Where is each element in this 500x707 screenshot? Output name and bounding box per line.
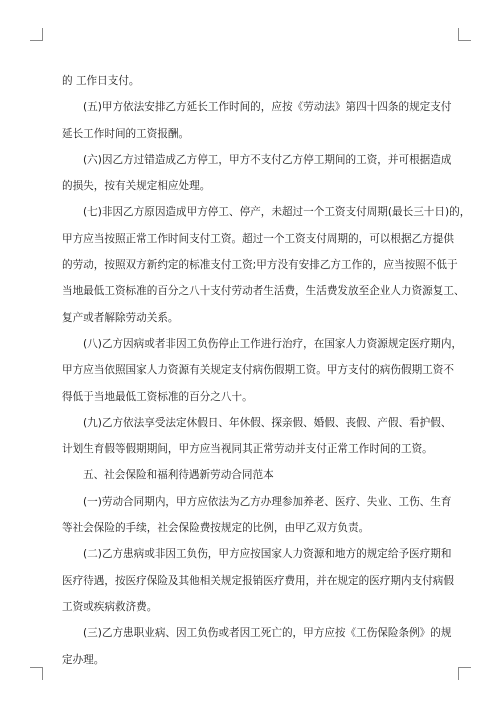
text-line: 医疗待遇，按医疗保险及其他相关规定报销医疗费用，并在规定的医疗期内支付病假 [62, 574, 454, 587]
text-line: (五)甲方依法安排乙方延长工作时间的，应按《劳动法》第四十四条的规定支付 [83, 101, 452, 114]
text-line: 复产或者解除劳动关系。 [62, 311, 179, 324]
text-line: 当地最低工资标准的百分之八十支付劳动者生活费，生活费发放至企业人力资源复工、 [62, 285, 465, 298]
text-line: (三)乙方患职业病、因工负伤或者因工死亡的，甲方应按《工伤保险条例》的规 [83, 627, 452, 640]
crop-mark-bottom-left [30, 667, 43, 680]
paragraph-clause-5 [62, 94, 452, 147]
paragraph-insurance-1 [62, 489, 452, 542]
crop-mark-top-left [30, 28, 43, 41]
paragraph-continuation [62, 68, 442, 94]
text-line: 工资或疾病救济费。 [62, 600, 158, 613]
text-line: 定办理。 [62, 653, 105, 666]
text-line: (一)劳动合同期内，甲方应依法为乙方办理参加养老、医疗、失业、工伤、生育 [83, 495, 452, 508]
text-line: 得低于当地最低工资标准的百分之八十。 [62, 390, 253, 403]
paragraph-clause-7 [62, 199, 471, 330]
paragraph-insurance-3 [62, 620, 452, 673]
crop-mark-bottom-right [458, 667, 471, 680]
text-line: (九)乙方依法享受法定休假日、年休假、探亲假、婚假、丧假、产假、看护假、 [83, 416, 452, 429]
paragraph-insurance-2 [62, 541, 454, 620]
text-line: 计划生育假等假期期间，甲方应当视同其正常劳动并支付正常工作时间的工资。 [62, 443, 433, 456]
document-body [62, 68, 471, 673]
text-line: 的损失，按有关规定相应处理。 [62, 180, 211, 193]
text-line: (六)因乙方过错造成乙方停工，甲方不支付乙方停工期间的工资，并可根据造成 [83, 153, 452, 166]
paragraph-clause-9 [62, 410, 452, 463]
paragraph-clause-8 [62, 331, 463, 410]
crop-mark-top-right [458, 28, 471, 41]
text-line: (八)乙方因病或者非因工负伤停止工作进行治疗，在国家人力资源规定医疗期内， [83, 337, 463, 350]
text-line: 的劳动，按照双方新约定的标准支付工资;甲方没有安排乙方工作的，应当按照不低于 [62, 259, 458, 272]
text-line: (二)乙方患病或非因工负伤，甲方应按国家人力资源和地方的规定给予医疗期和 [83, 548, 452, 561]
text-line: 等社会保险的手续，社会保险费按规定的比例，由甲乙双方负责。 [62, 522, 370, 535]
text-line: 甲方应当依照国家人力资源有关规定支付病伤假期工资。甲方支付的病伤假期工资不 [62, 364, 454, 377]
section-heading [62, 462, 442, 488]
text-line: 的 工作日支付。 [62, 75, 140, 87]
paragraph-clause-6 [62, 147, 452, 200]
text-line: (七)非因乙方原因造成甲方停工、停产，未超过一个工资支付周期(最长三十日)的， [83, 206, 471, 219]
text-line: 甲方应当按照正常工作时间支付工资。超过一个工资支付周期的，可以根据乙方提供 [62, 232, 454, 245]
section-title: 五、社会保险和福利待遇新劳动合同范本 [83, 469, 274, 482]
text-line: 延长工作时间的工资报酬。 [62, 127, 190, 140]
